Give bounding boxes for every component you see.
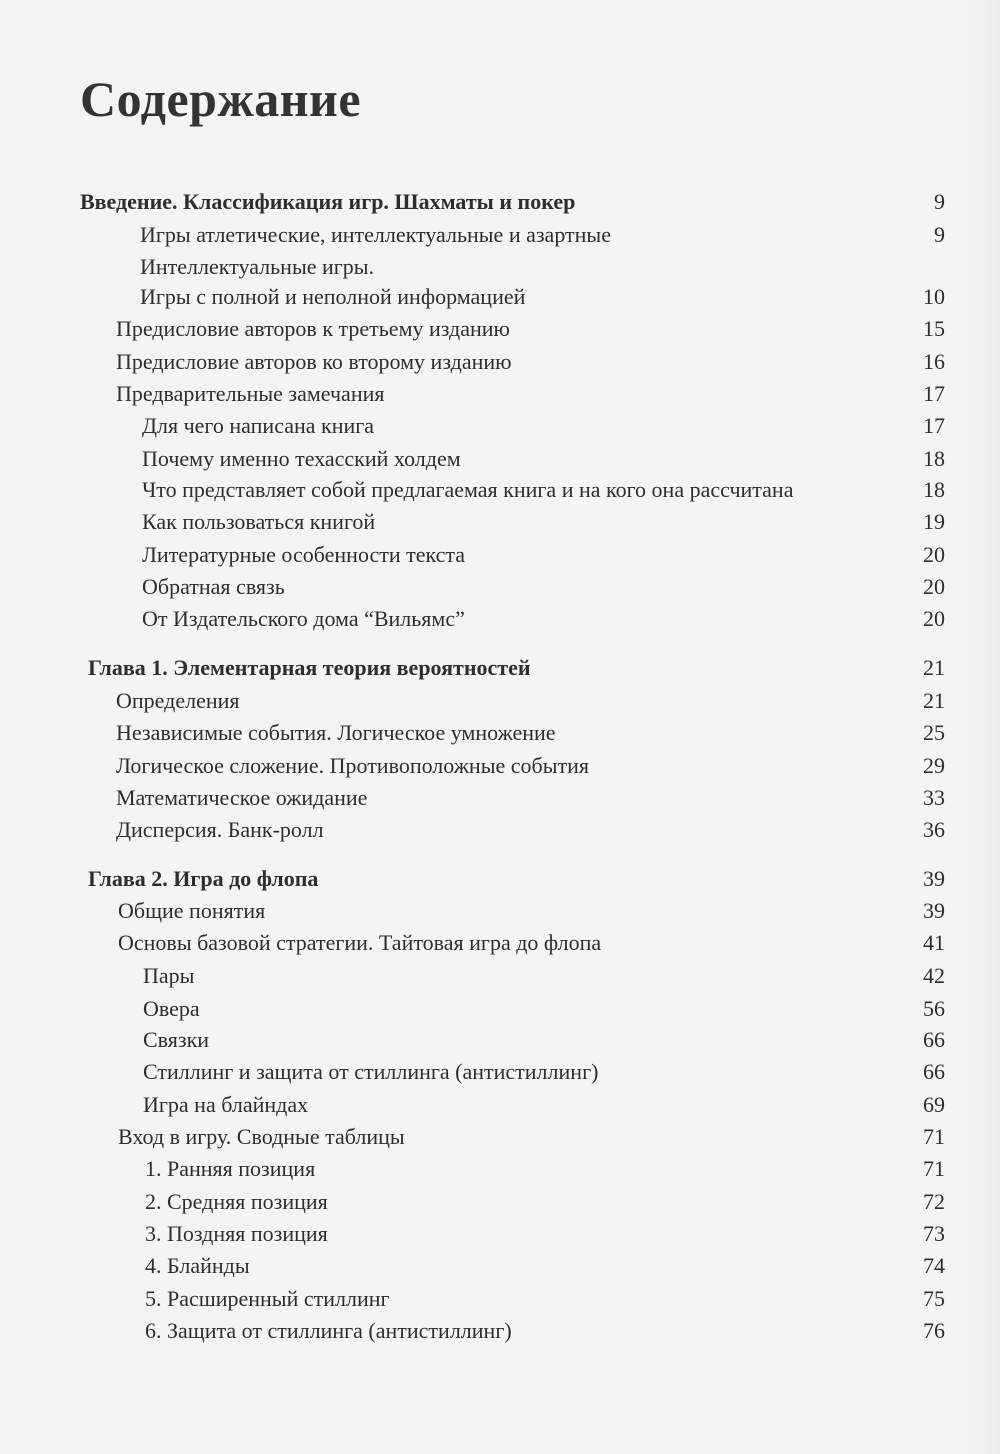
toc-page-number: 36 [923, 817, 945, 842]
toc-entry-label: Игры атлетические, интеллектуальные и азартные [140, 222, 611, 247]
toc-entry[interactable] [142, 541, 945, 569]
toc-page-number: 20 [923, 542, 945, 567]
toc-page-number: 72 [923, 1189, 945, 1214]
toc-page-number: 71 [923, 1156, 945, 1181]
toc-page-number: 56 [923, 996, 945, 1021]
toc-entry-label: 2. Средняя позиция [145, 1189, 328, 1214]
toc-page-number: 29 [923, 753, 945, 778]
toc-page-number: 16 [923, 349, 945, 374]
toc-entry[interactable] [118, 1123, 945, 1151]
toc-entry[interactable] [143, 962, 945, 990]
toc-entry-label: Математическое ожидание [116, 785, 368, 810]
toc-page-number: 69 [923, 1092, 945, 1117]
toc-entry[interactable] [142, 445, 945, 473]
toc-entry[interactable] [116, 315, 945, 343]
toc-entry[interactable] [116, 380, 945, 408]
toc-entry[interactable] [118, 929, 945, 957]
toc-entry[interactable] [145, 1317, 945, 1345]
toc-page-number: 76 [923, 1318, 945, 1343]
toc-entry-label: Предварительные замечания [116, 381, 385, 406]
toc-page-number: 21 [923, 688, 945, 713]
toc-entry-label: Независимые события. Логическое умножение [116, 720, 556, 745]
toc-page-number: 25 [923, 720, 945, 745]
toc-page-number: 19 [923, 509, 945, 534]
toc-entry-label: 3. Поздняя позиция [145, 1221, 328, 1246]
toc-entry[interactable] [145, 1220, 945, 1248]
toc-page-number: 33 [923, 785, 945, 810]
toc-entry[interactable] [143, 1026, 945, 1054]
toc-entry-label: Как пользоваться книгой [142, 509, 376, 534]
toc-page-number: 39 [923, 866, 945, 891]
toc-entry-label: Введение. Классификация игр. Шахматы и покер [80, 189, 576, 214]
toc-page-number: 39 [923, 898, 945, 923]
toc-entry-label: Что представляет собой предлагаемая книга и на кого она рассчитана [142, 477, 794, 502]
toc-page-number: 75 [923, 1286, 945, 1311]
toc-page-number: 73 [923, 1221, 945, 1246]
toc-entry-label: От Издательского дома “Вильямс” [142, 606, 465, 631]
toc-page-number: 18 [923, 477, 945, 502]
toc-page-number: 41 [923, 930, 945, 955]
toc-entry[interactable] [143, 1091, 945, 1119]
toc-chapter-2[interactable] [88, 865, 945, 893]
toc-entry[interactable] [142, 412, 945, 440]
toc-entry-label: Глава 1. Элементарная теория вероятностей [88, 655, 531, 680]
toc-page-number: 66 [923, 1059, 945, 1084]
toc-entry-label: Литературные особенности текста [142, 542, 466, 567]
toc-entry-label: Овера [143, 996, 200, 1021]
toc-page-number: 18 [923, 446, 945, 471]
toc-entry-label: Интеллектуальные игры. [140, 254, 375, 279]
toc-entry-label: Общие понятия [118, 898, 266, 923]
toc-page-number: 15 [923, 316, 945, 341]
toc-entry[interactable] [142, 508, 945, 536]
toc-entry[interactable] [143, 1058, 945, 1086]
toc-entry[interactable] [142, 573, 945, 601]
toc-page-number: 9 [934, 222, 945, 247]
toc-entry-label: Вход в игру. Сводные таблицы [118, 1124, 405, 1149]
toc-entry-label: Определения [116, 688, 240, 713]
toc-entry[interactable] [116, 348, 945, 376]
toc-entry-label: Для чего написана книга [142, 413, 375, 438]
toc-entry-label: Игры с полной и неполной информацией [140, 284, 526, 309]
toc-entry[interactable] [145, 1285, 945, 1313]
toc-entry[interactable] [140, 221, 945, 249]
toc-entry-label: Основы базовой стратегии. Тайтовая игра до флопа [118, 930, 602, 955]
toc-entry-label: Предисловие авторов ко второму изданию [116, 349, 512, 374]
toc-entry-label: Логическое сложение. Противоположные события [116, 753, 589, 778]
toc-entry[interactable] [116, 784, 945, 812]
toc-chapter-intro[interactable] [80, 188, 945, 216]
toc-page-number: 74 [923, 1253, 945, 1278]
toc-page-number: 10 [923, 284, 945, 309]
toc-entry[interactable] [116, 687, 945, 715]
toc-entry-label: Дисперсия. Банк-ролл [116, 817, 324, 842]
toc-page-number: 66 [923, 1027, 945, 1052]
toc-entry-label: Предисловие авторов к третьему изданию [116, 316, 510, 341]
toc-entry-label: 5. Расширенный стиллинг [145, 1286, 390, 1311]
toc-entry-label: 1. Ранняя позиция [145, 1156, 316, 1181]
toc-page-number: 42 [923, 963, 945, 988]
toc-entry-label: Игра на блайндах [143, 1092, 309, 1117]
toc-entry[interactable] [116, 816, 945, 844]
toc-page-number: 21 [923, 655, 945, 680]
toc-entry-label: Стиллинг и защита от стиллинга (антистиллинг) [143, 1059, 599, 1084]
toc-entry[interactable] [145, 1252, 945, 1280]
toc-entry-label: 6. Защита от стиллинга (антистиллинг) [145, 1318, 512, 1343]
toc-entry-label: Почему именно техасский холдем [142, 446, 461, 471]
toc-chapter-1[interactable] [88, 654, 945, 682]
toc-entry-label: Связки [143, 1027, 210, 1052]
toc-entry[interactable] [145, 1155, 945, 1183]
toc-entry-label: 4. Блайнды [145, 1253, 250, 1278]
toc-page-number: 20 [923, 606, 945, 631]
toc-page-number: 17 [923, 381, 945, 406]
toc-entry[interactable] [140, 283, 945, 311]
toc-page-number: 20 [923, 574, 945, 599]
toc-entry-label: Пары [143, 963, 195, 988]
toc-entry[interactable] [116, 719, 945, 747]
page-title: Содержание [80, 71, 362, 127]
toc-entry[interactable] [145, 1188, 945, 1216]
toc-page-number: 9 [934, 189, 945, 214]
toc-page-number: 17 [923, 413, 945, 438]
toc-entry[interactable] [142, 605, 945, 633]
toc-entry-label: Глава 2. Игра до флопа [88, 866, 319, 891]
toc-page-number: 71 [923, 1124, 945, 1149]
toc-entry[interactable] [118, 897, 945, 925]
toc-entry[interactable] [140, 253, 945, 281]
toc-entry[interactable] [116, 752, 945, 780]
toc-entry-label: Обратная связь [142, 574, 285, 599]
toc-entry[interactable] [142, 476, 945, 504]
toc-entry[interactable] [143, 995, 945, 1023]
